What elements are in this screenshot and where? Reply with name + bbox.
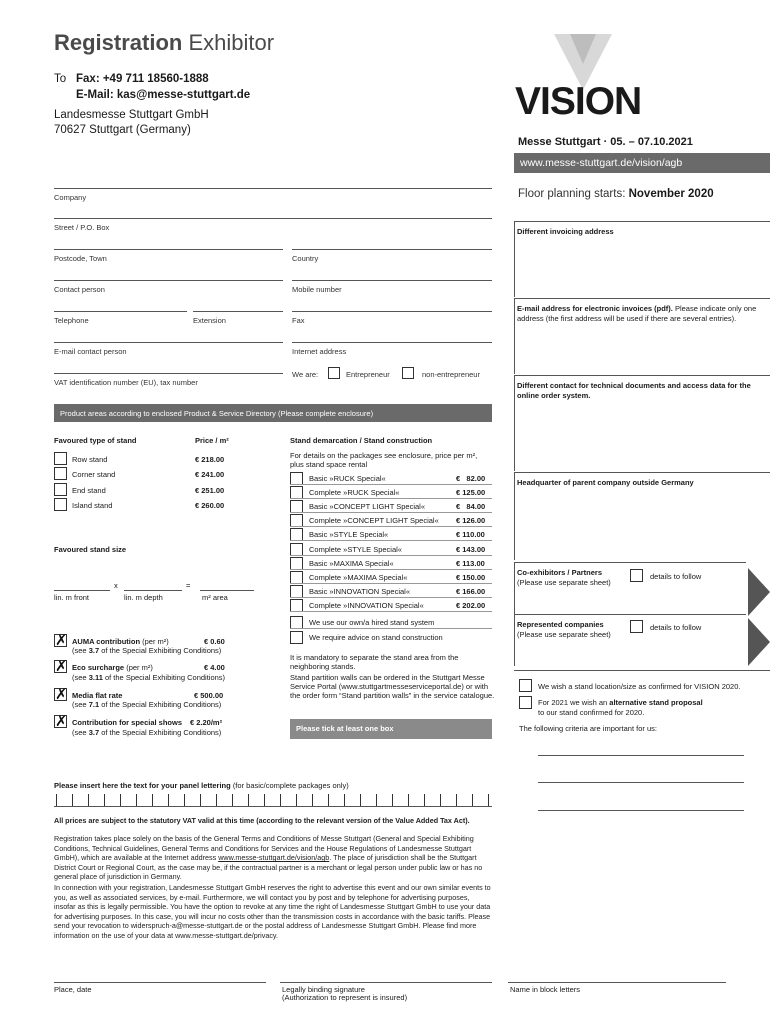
island-stand-label: Island stand: [72, 501, 113, 510]
address-line-1: Landesmesse Stuttgart GmbH: [54, 109, 209, 121]
company-label: Company: [54, 193, 87, 202]
note-ref: 3.7: [88, 646, 100, 655]
construction-header: Stand demarcation / Stand construction: [290, 436, 433, 445]
street-label: Street / P.O. Box: [54, 223, 110, 232]
tick-box-banner: Please tick at least one box: [290, 719, 492, 739]
product-areas-bar: Product areas according to enclosed Product & Service Directory (Please complete enclosure): [54, 404, 492, 422]
telephone-field[interactable]: [54, 311, 187, 312]
area-field[interactable]: [200, 590, 254, 591]
technical-contact-label: Different contact for technical documents and access data for the online order system.: [517, 381, 751, 400]
letter-slot: [408, 794, 409, 806]
arrow-right-icon: [748, 618, 770, 666]
co-exhibitors-label: Co-exhibitors / Partners: [517, 568, 603, 577]
vat-label: VAT identification number (EU), tax number: [54, 378, 198, 387]
end-stand-checkbox[interactable]: [54, 483, 67, 496]
special-shows-note: [72, 728, 221, 737]
letter-slot: [56, 794, 57, 806]
end-stand-label: End stand: [72, 486, 106, 495]
privacy-paragraph: In connection with your registration, Landesmesse Stuttgart GmbH reserves the right to advertise this event and our own similar events to you, as well as associated services, by e-mail. Furthermore, we will contact you by post and by telephone for advertising purposes, insofar as this is legally permissible. You have the option to revoke at any time the right of Landesmesse Stuttgart GmbH to use your data for advertising purposes. In this case, you will incur no costs other than the transmission costs in accordance with the basic tariffs. Please send your revocation to widerspruch-a@messe-stuttgart.de or the postal address of Landesmesse Stuttgart GmbH. Please find more information on the use of your data at www.messe-stuttgart.de/privacy.: [54, 883, 491, 940]
wish-confirmed-checkbox[interactable]: [519, 679, 532, 692]
to-label: To: [54, 73, 67, 85]
media-label: [72, 691, 122, 700]
non-entrepreneur-label: non-entrepreneur: [422, 370, 480, 379]
letter-slot: [72, 794, 73, 806]
internet-label: Internet address: [292, 347, 347, 356]
note-suffix: of the Special Exhibiting Conditions): [104, 673, 226, 682]
price-header: Price / m²: [195, 436, 229, 445]
terms-paragraph: [54, 834, 492, 882]
letter-slot: [264, 794, 265, 806]
fax-number: Fax: +49 711 18560-1888: [76, 73, 209, 85]
island-stand-price: € 260.00: [195, 501, 225, 510]
floor-planning-label: Floor planning starts:: [518, 188, 626, 200]
package-label: Complete »INNOVATION Special«: [309, 600, 424, 610]
stand-type-header: Favoured type of stand: [54, 436, 137, 445]
einvoice-label: [517, 304, 765, 324]
times-sign: x: [114, 581, 118, 590]
note-suffix: of the Special Exhibiting Conditions): [101, 646, 222, 655]
package-label: Basic »STYLE Special«: [309, 530, 389, 540]
lettering-label-note: (for basic/complete packages only): [232, 781, 349, 790]
letter-slot: [344, 794, 345, 806]
postcode-label: Postcode, Town: [54, 254, 107, 263]
wish-alt-bold: alternative stand proposal: [609, 698, 703, 707]
special-shows-checkbox[interactable]: [54, 715, 67, 728]
email-contact-field[interactable]: [54, 342, 283, 343]
note-prefix: (see: [72, 728, 87, 737]
lettering-field[interactable]: [54, 806, 492, 807]
entrepreneur-label: Entrepreneur: [346, 370, 390, 379]
letter-slot: [392, 794, 393, 806]
internet-field[interactable]: [292, 342, 492, 343]
wish-alt-prefix: For 2021 we wish an: [538, 698, 608, 707]
note-ref: 7.1: [88, 700, 100, 709]
letter-slot: [216, 794, 217, 806]
depth-field[interactable]: [124, 590, 182, 591]
auma-note: [72, 646, 221, 655]
special-shows-price: € 2.20/m²: [190, 718, 223, 727]
signature-note: (Authorization to represent is insured): [282, 993, 408, 1002]
divider: [290, 597, 492, 598]
letter-slot: [152, 794, 153, 806]
country-field[interactable]: [292, 249, 492, 250]
note-ref: 3.11: [88, 673, 103, 682]
auma-price: € 0.60: [204, 637, 225, 646]
eco-label: [72, 663, 153, 672]
letter-slot: [472, 794, 473, 806]
co-exhibitors-details-follow: details to follow: [650, 572, 702, 581]
represented-note: (Please use separate sheet): [517, 630, 611, 639]
title-bold: Registration: [54, 30, 183, 55]
letter-slot: [280, 794, 281, 806]
package-price: € 82.00: [456, 474, 486, 483]
represented-details-follow: details to follow: [650, 623, 702, 632]
divider: [290, 498, 492, 499]
name-label: Name in block letters: [510, 985, 581, 994]
auma-label: [72, 637, 169, 646]
letter-slot: [184, 794, 185, 806]
advice-checkbox[interactable]: [290, 631, 303, 644]
package-label: Complete »RUCK Special«: [309, 488, 400, 498]
letter-slot: [488, 794, 489, 806]
note-prefix: (see: [72, 673, 87, 682]
divider: [290, 628, 492, 629]
package-label: Basic »RUCK Special«: [309, 474, 386, 483]
letter-slot: [200, 794, 201, 806]
letter-slot: [104, 794, 105, 806]
address-line-2: 70627 Stuttgart (Germany): [54, 124, 191, 136]
package-price: € 84.00: [456, 502, 486, 512]
email-contact-label: E-mail contact person: [54, 347, 127, 356]
front-label: lin. m front: [54, 593, 90, 602]
package-price: € 113.00: [456, 558, 485, 568]
auma-checkbox[interactable]: [54, 634, 67, 647]
co-exhibitors-note: (Please use separate sheet): [517, 578, 611, 587]
street-field[interactable]: [54, 218, 492, 219]
criteria-line-3[interactable]: [538, 810, 744, 811]
depth-label: lin. m depth: [124, 593, 163, 602]
row-stand-checkbox[interactable]: [54, 452, 67, 465]
wish-alternative-checkbox[interactable]: [519, 696, 532, 709]
letter-slot: [88, 794, 89, 806]
note-prefix: (see: [72, 646, 87, 655]
title-light: Exhibitor: [188, 30, 275, 55]
auma-label-bold: AUMA contribution: [72, 637, 141, 646]
mobile-label: Mobile number: [292, 285, 342, 294]
corner-stand-label: Corner stand: [72, 470, 116, 479]
arrow-right-icon: [748, 568, 770, 616]
entrepreneur-checkbox[interactable]: [328, 367, 340, 379]
letter-slot: [456, 794, 457, 806]
to-line: [54, 73, 209, 85]
package-price: € 150.00: [456, 572, 486, 582]
package-label: Basic »CONCEPT LIGHT Special«: [309, 502, 426, 512]
contact-person-field[interactable]: [54, 280, 283, 281]
divider: [290, 540, 492, 541]
letter-slot: [296, 794, 297, 806]
criteria-line-1[interactable]: [538, 755, 744, 756]
einvoice-label-bold: E-mail address for electronic invoices (pdf).: [517, 304, 673, 313]
terms-text-end: . The place of jurisdiction shall be the Stuttgart District Court or Regional Court, as the case may be, if the contractual partner is a merchant or legal person under public law or has no general place of jurisdiction in Germany.: [54, 853, 483, 882]
corner-stand-checkbox[interactable]: [54, 467, 67, 480]
vat-field[interactable]: [54, 373, 283, 374]
fax-label: Fax: [292, 316, 305, 325]
letter-slot: [424, 794, 425, 806]
contact-person-label: Contact person: [54, 285, 105, 294]
lettering-label: [54, 781, 349, 790]
floor-planning-date: November 2020: [628, 188, 714, 200]
eco-price: € 4.00: [204, 663, 225, 672]
einvoice-note: Please indicate only one address (the first address will be used if there are several entries).: [517, 304, 757, 323]
media-checkbox[interactable]: [54, 688, 67, 701]
name-field[interactable]: [508, 982, 726, 983]
construction-intro: For details on the packages see enclosure, price per m², plus stand space rental: [290, 451, 478, 469]
package-price: € 110.00: [456, 530, 485, 540]
wish-confirmed-label: We wish a stand location/size as confirmed for VISION 2020.: [538, 682, 741, 691]
we-are-label: We are:: [292, 370, 319, 379]
criteria-label: The following criteria are important for us:: [519, 724, 657, 733]
co-exhibitors-checkbox[interactable]: [630, 569, 643, 582]
eco-checkbox[interactable]: [54, 660, 67, 673]
fax-field[interactable]: [292, 311, 492, 312]
divider: [514, 670, 770, 671]
event-dates: Messe Stuttgart · 05. – 07.10.2021: [518, 136, 693, 148]
auma-label-unit: (per m²): [142, 637, 169, 646]
island-stand-checkbox[interactable]: [54, 498, 67, 511]
divider: [290, 555, 492, 556]
stand-size-header: Favoured stand size: [54, 545, 127, 554]
corner-stand-price: € 241.00: [195, 470, 225, 479]
terms-text: Registration takes place solely on the basis of the General Terms and Conditions of Messe Stuttgart (General and Special Exhibiting Conditions, Technical Guidelines, General Terms and Conditions for Services and the House Regulations of Landesmesse Stuttgart GmbH), which are available at the Internet address: [54, 834, 474, 863]
event-url[interactable]: www.messe-stuttgart.de/vision/agb: [514, 153, 770, 173]
non-entrepreneur-checkbox[interactable]: [402, 367, 414, 379]
floor-planning: [518, 188, 714, 200]
extension-label: Extension: [193, 316, 226, 325]
package-price: € 125.00: [456, 488, 486, 498]
divider: [290, 583, 492, 584]
note-suffix: of the Special Exhibiting Conditions): [101, 700, 222, 709]
note-suffix: of the Special Exhibiting Conditions): [101, 728, 222, 737]
row-stand-label: Row stand: [72, 455, 108, 464]
letter-slot: [360, 794, 361, 806]
note-prefix: (see: [72, 700, 87, 709]
vision-logo-text: VISION: [515, 80, 642, 123]
signature-label: Legally binding signature: [282, 985, 365, 994]
media-label-bold: Media flat rate: [72, 691, 123, 700]
partition-note: Stand partition walls can be ordered in the Stuttgart Messe Service Portal (www.stuttgartmesseserviceportal.de) or with the order form “Stand partition walls” in the service catalogue.: [290, 673, 495, 700]
package-label: Complete »CONCEPT LIGHT Special«: [309, 516, 439, 526]
country-label: Country: [292, 254, 319, 263]
divider: [290, 526, 492, 527]
advice-label: We require advice on stand construction: [309, 633, 443, 642]
place-date-field[interactable]: [54, 982, 266, 983]
mobile-field[interactable]: [292, 280, 492, 281]
letter-slot: [312, 794, 313, 806]
eco-label-bold: Eco surcharge: [72, 663, 125, 672]
represented-checkbox[interactable]: [630, 620, 643, 633]
wish-alternative-label: [538, 698, 703, 707]
media-note: [72, 700, 221, 709]
area-label: m² area: [202, 593, 228, 602]
row-stand-price: € 218.00: [195, 455, 225, 464]
telephone-label: Telephone: [54, 316, 89, 325]
special-shows-label: [72, 718, 182, 727]
letter-slot: [232, 794, 233, 806]
page-title: [54, 30, 274, 56]
package-label: Basic »MAXIMA Special«: [309, 558, 394, 568]
mandatory-note: It is mandatory to separate the stand area from the neighboring stands.: [290, 653, 459, 671]
package-price: € 143.00: [456, 544, 486, 554]
divider: [290, 611, 492, 612]
invoicing-address-label: Different invoicing address: [517, 227, 614, 236]
note-ref: 3.7: [88, 728, 100, 737]
letter-slot: [136, 794, 137, 806]
eco-note: [72, 673, 225, 682]
vat-note: All prices are subject to the statutory VAT valid at this time (according to the relevant version of the Value Added Tax Act).: [54, 816, 470, 825]
divider: [290, 512, 492, 513]
company-field[interactable]: [54, 188, 492, 189]
divider: [290, 569, 492, 570]
place-date-label: Place, date: [54, 985, 92, 994]
letter-slot: [248, 794, 249, 806]
letter-slot: [328, 794, 329, 806]
equals-sign: =: [186, 581, 191, 590]
lettering-label-bold: Please insert here the text for your panel lettering: [54, 781, 231, 790]
own-system-label: We use our own/a hired stand system: [309, 618, 435, 627]
criteria-line-2[interactable]: [538, 782, 744, 783]
extension-field[interactable]: [193, 311, 283, 312]
wish-alt-suffix: to our stand confirmed for 2020.: [538, 708, 645, 717]
signature-field[interactable]: [280, 982, 492, 983]
letter-slot: [168, 794, 169, 806]
package-price: € 126.00: [456, 516, 486, 526]
headquarter-label: Headquarter of parent company outside Germany: [517, 478, 694, 487]
represented-label: Represented companies: [517, 620, 604, 629]
package-label: Complete »STYLE Special«: [309, 544, 402, 554]
letter-slot: [120, 794, 121, 806]
recipient-email: E-Mail: kas@messe-stuttgart.de: [76, 89, 251, 101]
letter-slot: [376, 794, 377, 806]
package-price: € 166.00: [456, 586, 486, 596]
letter-slot: [440, 794, 441, 806]
special-shows-label-bold: Contribution for special shows: [72, 718, 183, 727]
package-price: € 202.00: [456, 600, 486, 610]
divider: [290, 484, 492, 485]
package-label: Basic »INNOVATION Special«: [309, 586, 411, 596]
eco-label-unit: (per m²): [126, 663, 153, 672]
terms-link[interactable]: www.messe-stuttgart.de/vision/agb: [218, 853, 330, 863]
front-field[interactable]: [54, 590, 110, 591]
media-price: € 500.00: [194, 691, 224, 700]
end-stand-price: € 251.00: [195, 486, 225, 495]
package-label: Complete »MAXIMA Special«: [309, 572, 408, 582]
postcode-field[interactable]: [54, 249, 283, 250]
